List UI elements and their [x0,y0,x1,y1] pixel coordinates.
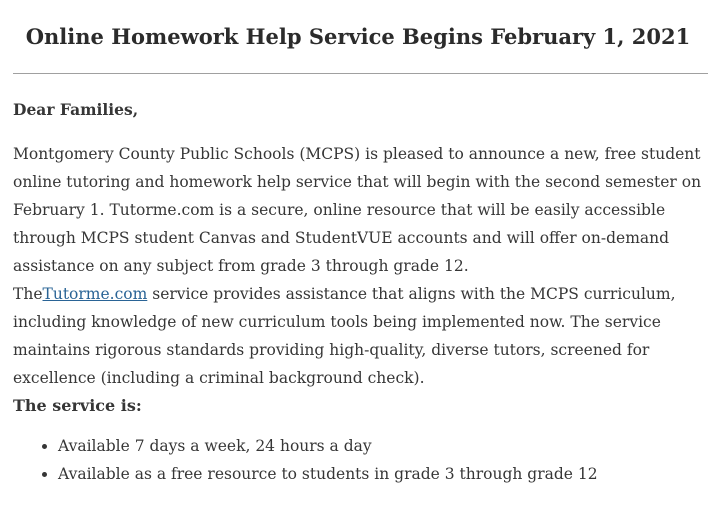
tutorme-link[interactable]: Tutorme.com [42,285,148,303]
service-paragraph-suffix: service provides assistance that aligns with the MCPS curriculum, including knowledge of new curriculum tools being implemented now. The service maintains rigorous standards providing high-quality, diverse tutors, screened for excellence (including a criminal background check). [13,285,676,387]
list-item: • Available as a free resource to students in grade 3 through grade 12 [58,460,709,488]
service-paragraph [13,280,709,392]
service-paragraph-prefix: The [13,285,43,303]
service-heading: The service is: [13,396,142,415]
title-divider [13,73,708,74]
page-title: Online Homework Help Service Begins February 1, 2021 [25,24,691,49]
list-item: • Available 7 days a week, 24 hours a day [58,432,709,460]
features-list [13,432,709,488]
greeting: Dear Families, [13,100,139,119]
announcement-body [13,96,709,488]
intro-paragraph: Montgomery County Public Schools (MCPS) is pleased to announce a new, free student online tutoring and homework help service that will begin with the second semester on February 1. Tutorme.com is a secure, online resource that will be easily accessible through MCPS student Canvas and StudentVUE accounts and will offer on-demand assistance on any subject from grade 3 through grade 12. [13,145,702,275]
